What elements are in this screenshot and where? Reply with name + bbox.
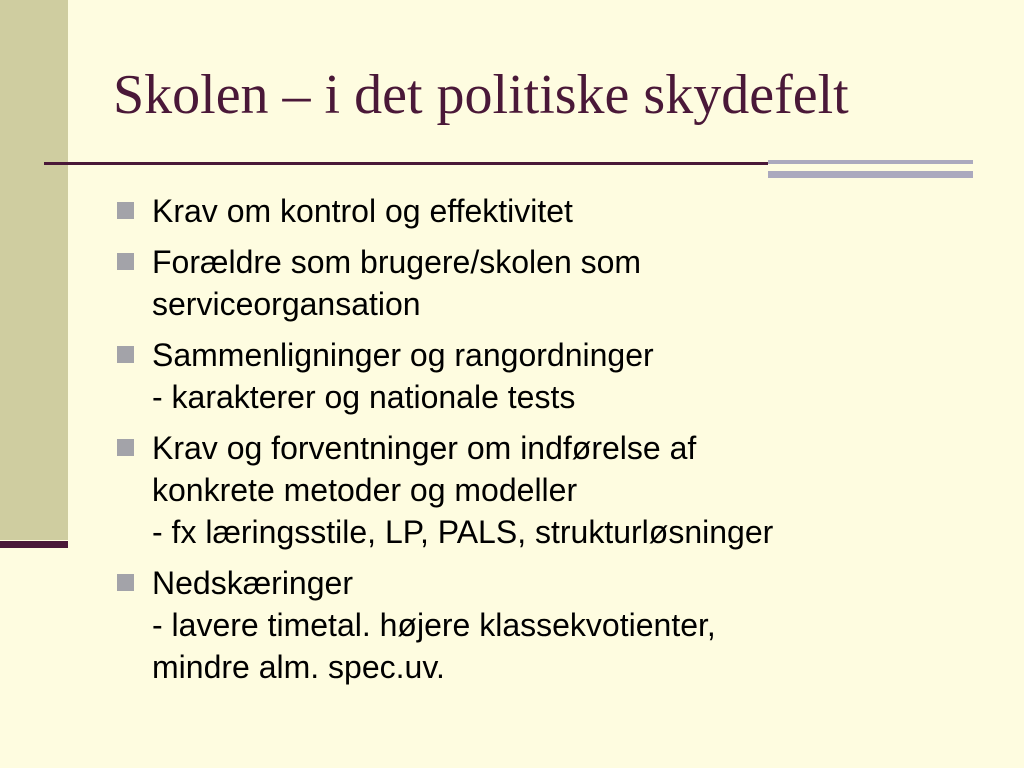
accent-rule-bottom [768,171,973,178]
bullet-list [114,190,994,697]
square-bullet-icon [117,346,134,363]
bullet-text: konkrete metoder og modeller [152,472,578,508]
bullet-item [114,334,994,418]
square-bullet-icon [117,574,134,591]
slide-title: Skolen – i det politiske skydefelt [113,64,849,126]
title-underline [44,162,768,165]
bullet-text: Forældre som brugere/skolen som [152,244,642,280]
accent-rule-top [768,160,973,164]
bullet-text: - fx læringsstile, LP, PALS, strukturløsninger [152,514,774,550]
bullet-item [114,241,994,325]
side-bar-decoration [0,0,68,540]
bullet-text: Sammenligninger og rangordninger [152,337,654,373]
bullet-text: - karakterer og nationale tests [152,379,576,415]
bullet-item [114,190,994,232]
bullet-text: Nedskæringer [152,565,353,601]
bullet-text: mindre alm. spec.uv. [152,649,445,685]
bullet-item [114,562,994,688]
bullet-text: Krav om kontrol og effektivitet [152,193,573,229]
side-bar-rule [0,541,68,548]
bullet-text: - lavere timetal. højere klassekvotienter, [152,607,716,643]
square-bullet-icon [117,439,134,456]
bullet-text: Krav og forventninger om indførelse af [152,430,697,466]
square-bullet-icon [117,253,134,270]
square-bullet-icon [117,202,134,219]
bullet-text: serviceorgansation [152,286,421,322]
bullet-item [114,427,994,553]
